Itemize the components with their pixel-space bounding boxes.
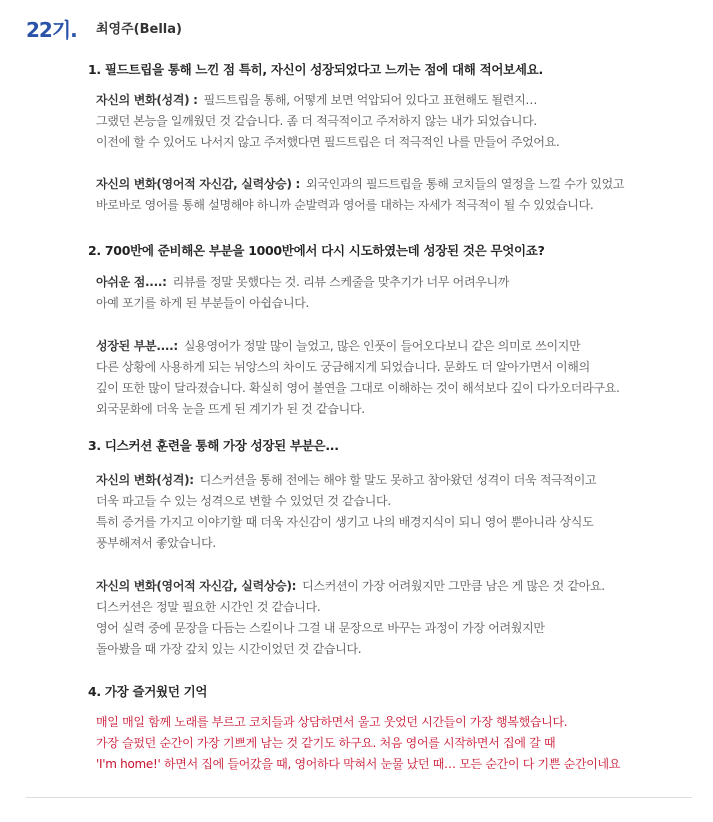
page-header [26,14,696,42]
question-4: 4. 가장 즐거웠던 기억 [88,684,208,699]
generation-label: 22기. [26,18,77,42]
answer-label: 자신의 변화(영어적 자신감, 실력상승): [96,579,297,593]
answer-2-regret: 아쉬운 점....: 리뷰를 정말 못했다는 것. 리뷰 스케줄을 맞추기가 너무 어려우니까 아예 포기를 하게 된 부분들이 아쉽습니다. [96,275,510,310]
answer-label: 성장된 부분....: [96,339,178,353]
question-1: 1. 필드트립을 통해 느낀 점 특히, 자신이 성장되었다고 느끼는 점에 대해 적어보세요. [88,62,543,77]
answer-1-personality: 자신의 변화(성격) : 필드트립을 통해, 어떻게 보면 억압되어 있다고 표현해도 될련지… 그랬던 본능을 일깨웠던 것 같습니다. 좀 더 적극적이고 주저하지 않는 내가 되었습니다. 이전에 할 수 있어도 나서지 않고 주저했다면 필드트립은 더 적극적인 나를 만들어 주었어요. [96,93,560,149]
answer-4-memory: 매일 매일 함께 노래를 부르고 코치들과 상담하면서 울고 웃었던 시간들이 가장 행복했습니다. 가장 슬펐던 순간이 가장 기쁘게 남는 것 같기도 하구요. 처음 영어를 시작하면서 집에 갈 때 'I'm home!' 하면서 집에 들어갔을 때, 영어하다 막혀서 눈물 났던 때… 모든 순간이 다 기쁜 순간이네요 [96,715,621,771]
author-name: 최영주(Bella) [96,22,182,37]
answer-label: 자신의 변화(성격) : [96,93,198,107]
bottom-divider [26,797,692,798]
answer-1-english: 자신의 변화(영어적 자신감, 실력상승) : 외국인과의 필드트립을 통해 코치들의 열정을 느낄 수가 있었고 바로바로 영어를 통해 설명해야 하니까 순발력과 영어를 대하는 자세가 적극적이 될 수 있었습니다. [96,177,625,212]
question-3: 3. 디스커션 훈련을 통해 가장 성장된 부분은... [88,438,339,453]
answer-3-personality: 자신의 변화(성격): 디스커션을 통해 전에는 해야 할 말도 못하고 참아왔던 성격이 더욱 적극적이고 더욱 파고들 수 있는 성격으로 변할 수 있었던 것 같습니다. 특히 증거를 가지고 이야기할 때 더욱 자신감이 생기고 나의 배경지식이 되니 영어 뿐아니라 상식도 풍부해져서 좋았습니다. [96,473,597,550]
answer-label: 아쉬운 점....: [96,275,167,289]
answer-2-growth: 성장된 부분....: 실용영어가 정말 많이 늘었고, 많은 인풋이 들어오다보니 같은 의미로 쓰이지만 다른 상황에 사용하게 되는 뉘앙스의 차이도 궁금해지게 되었습니다. 문화도 더 알아가면서 이해의 깊이 또한 많이 달라졌습니다. 확실히 영어 볼연을 그대로 이해하는 것이 해석보다 깊이 다가오더라구요. 외국문화에 더욱 눈을 뜨게 된 계기가 된 것 같습니다. [96,339,620,416]
answer-label: 자신의 변화(성격): [96,473,194,487]
answer-label: 자신의 변화(영어적 자신감, 실력상승) : [96,177,301,191]
question-2: 2. 700반에 준비해온 부분을 1000반에서 다시 시도하였는데 성장된 것은 무엇이죠? [88,243,545,258]
answer-3-english: 자신의 변화(영어적 자신감, 실력상승): 디스커션이 가장 어려웠지만 그만큼 남은 게 많은 것 같아요. 디스커션은 정말 필요한 시간인 것 같습니다. 영어 실력 중에 문장을 다듬는 스킬이나 그걸 내 문장으로 바꾸는 과정이 가장 어려웠지만 돌아봤을 때 가장 갚치 있는 시간이었던 것 같습니다. [96,579,605,656]
